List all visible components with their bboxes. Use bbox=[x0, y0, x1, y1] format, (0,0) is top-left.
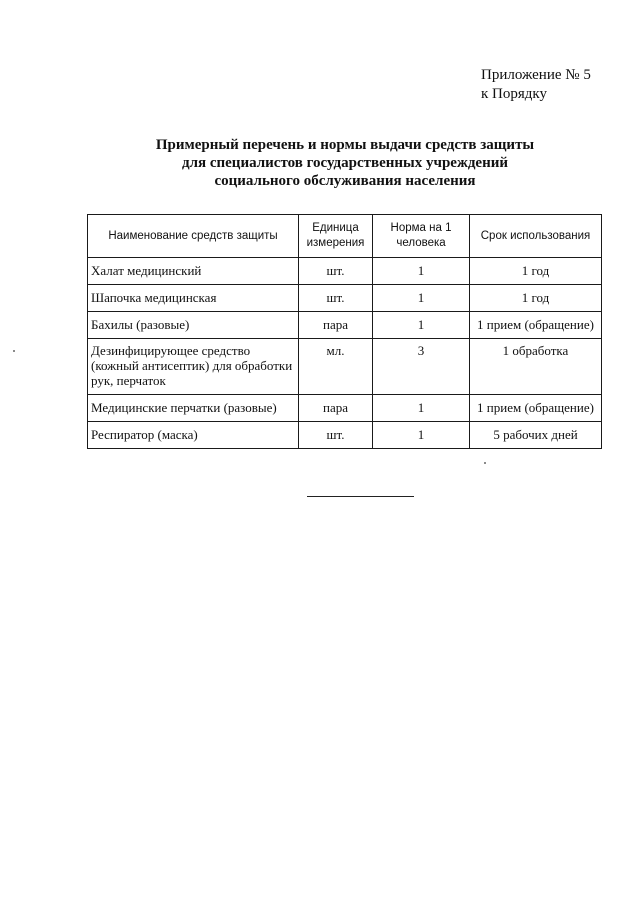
table-row bbox=[88, 339, 602, 395]
table-header-row bbox=[88, 215, 602, 258]
cell-name: Дезинфицирующее средство (кожный антисептик) для обработки рук, перчаток bbox=[88, 339, 299, 395]
cell-norm: 1 bbox=[373, 422, 470, 449]
cell-norm: 3 bbox=[373, 339, 470, 395]
title-line-2: для специалистов государственных учреждений bbox=[181, 155, 509, 171]
protection-norms-table bbox=[87, 214, 602, 449]
cell-norm: 1 bbox=[373, 285, 470, 312]
header-norm: Норма на 1 человека bbox=[373, 215, 470, 258]
cell-name: Респиратор (маска) bbox=[88, 422, 299, 449]
appendix-reference: к Порядку bbox=[481, 86, 547, 102]
table-row bbox=[88, 312, 602, 339]
cell-unit: шт. bbox=[299, 422, 373, 449]
cell-name: Халат медицинский bbox=[88, 258, 299, 285]
cell-unit: пара bbox=[299, 312, 373, 339]
cell-unit: мл. bbox=[299, 339, 373, 395]
cell-term: 1 прием (обращение) bbox=[470, 312, 602, 339]
header-name: Наименование средств защиты bbox=[88, 215, 299, 258]
cell-term: 1 год bbox=[470, 258, 602, 285]
appendix-number: Приложение № 5 bbox=[481, 67, 591, 83]
cell-norm: 1 bbox=[373, 395, 470, 422]
end-separator-line bbox=[307, 496, 414, 497]
scan-speck bbox=[13, 350, 15, 352]
cell-term: 1 обработка bbox=[470, 339, 602, 395]
appendix-label bbox=[481, 66, 591, 104]
cell-name: Шапочка медицинская bbox=[88, 285, 299, 312]
cell-term: 5 рабочих дней bbox=[470, 422, 602, 449]
table-row bbox=[88, 258, 602, 285]
document-title bbox=[0, 136, 640, 190]
scan-speck bbox=[484, 462, 486, 464]
title-line-3: социального обслуживания населения bbox=[214, 173, 476, 189]
header-term: Срок использования bbox=[470, 215, 602, 258]
header-unit: Единица измерения bbox=[299, 215, 373, 258]
table-row bbox=[88, 285, 602, 312]
cell-name: Медицинские перчатки (разовые) bbox=[88, 395, 299, 422]
cell-unit: шт. bbox=[299, 285, 373, 312]
cell-norm: 1 bbox=[373, 312, 470, 339]
title-line-1: Примерный перечень и нормы выдачи средств защиты bbox=[155, 137, 535, 153]
table-row bbox=[88, 395, 602, 422]
table-row bbox=[88, 422, 602, 449]
cell-term: 1 прием (обращение) bbox=[470, 395, 602, 422]
cell-unit: шт. bbox=[299, 258, 373, 285]
cell-term: 1 год bbox=[470, 285, 602, 312]
cell-name: Бахилы (разовые) bbox=[88, 312, 299, 339]
cell-unit: пара bbox=[299, 395, 373, 422]
cell-norm: 1 bbox=[373, 258, 470, 285]
